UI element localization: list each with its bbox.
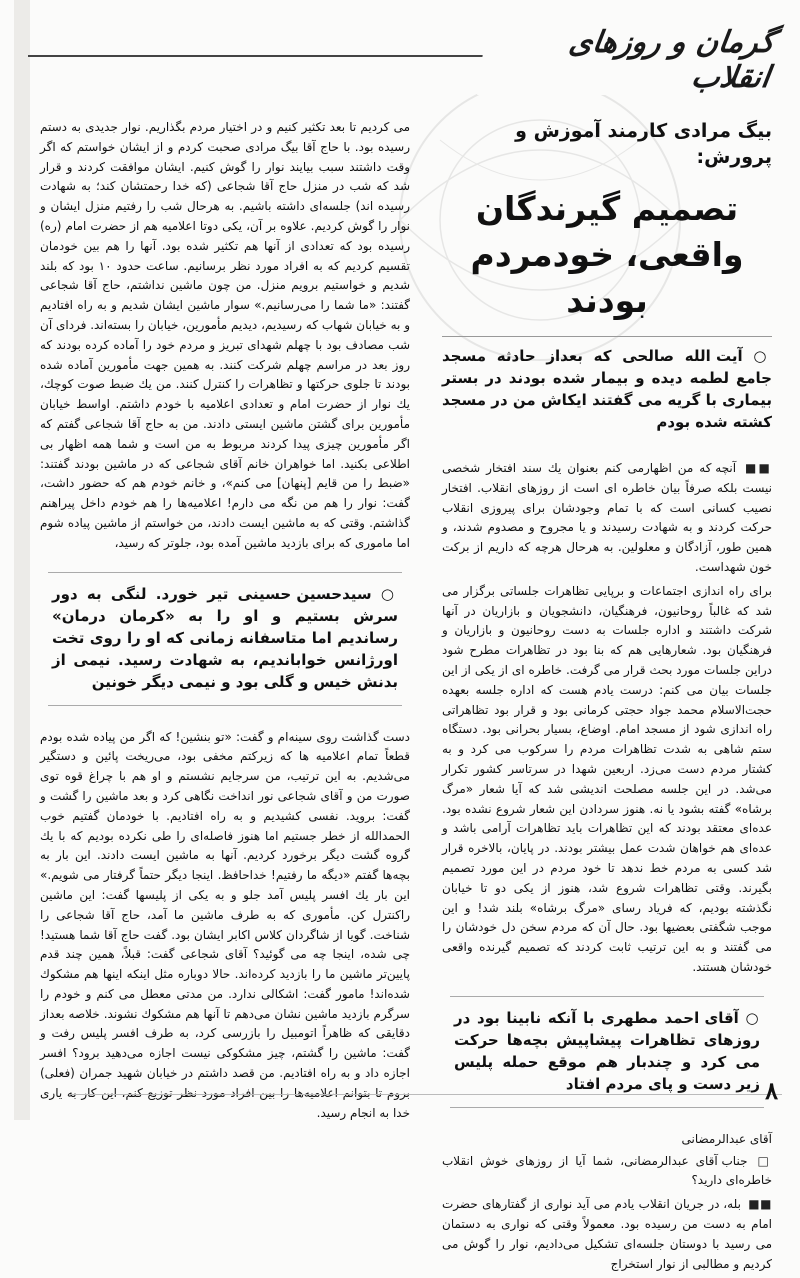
- section-header: [482, 25, 782, 95]
- question-text: جناب آقای عبدالرمضانی، شما آیا از روزهای خوش انقلاب خاطره‌ای دارید؟: [442, 1153, 772, 1188]
- question-square-icon: □: [757, 1153, 773, 1168]
- bullet-circle-icon: ○: [745, 1008, 760, 1027]
- body-paragraph: دست گذاشت روی سینه‌ام و گفت: «تو بنشین! که اگر من پیاده شده بودم قطعاً تمام اعلامیه ها که زیرکتم مخفی بود، می‌ریخت پائین و دستگیر می‌شدیم. به این ترتیب، من سرجایم نشستم و او هم با چراغ قوه توی صورت من و آقای شجاعی نور انداخت نگاهی کرد و بعد ماشین را گشت و گفت: بروید. نفسی کشیدیم و به راه افتادیم. با خودمان گفتیم خوب الحمدالله از خطر جستیم اما هنوز فاصله‌ای را طی نکرده بودیم که با یك گروه گشت دیگر برخورد کردیم. آنها به ماشین ایست دادند. این بار به بچه‌ها گفتم «دیگه ما رفتیم! خداحافظ. اینجا دیگر حتماً گرفتار می شویم.» این بار یك افسر پلیس آمد جلو و به یکی از پلیسها گفت: این ماشین راکنترل کن. مأموری که به طرف ماشین ما آمد، حاج آقا شجاعی را شناخت. گویا از شاگردان کلاس اکابر ایشان بود. گفت حاج آقا شما هستید! چی شده، اینجا چه می گوئید؟ آقای شجاعی گفت: قبلاً، همین چند قدم پایین‌تر ماشین ما را بازدید کرده‌اند. حالا دوباره مثل اینکه اینها هم مشکوك شده‌اند! مامور گفت: اشکالی ندارد. من مدتی معطل می کنم و خودم را سرگرم بازدید ماشین نشان می‌دهم تا آنها هم مشکوك نشوند. خلاصه بعداز دقایقی که ظاهراً اتومبیل را بازرسی کرد، به طرف افسر پلیس رفت و گفت: ماشین را گشتم، چیز مشکوکی نیست اجازه می‌دهید برود؟ افسر اجازه داد و به راه افتادیم. من قصد داشتم در خیابان شهید جمران (فعلی) بروم تا بتوانم اعلامیه‌ها را بین افراد مورد نظر توزیع کنم، این کار به یاری خدا به انجام رسید.: [40, 729, 410, 1120]
- article-headline: تصمیم گیرندگان واقعی، خودمردم بودند: [470, 189, 744, 320]
- interview-question: [442, 1152, 772, 1192]
- body-paragraph: [442, 459, 772, 578]
- bullet-circle-icon: ○: [753, 347, 772, 365]
- paragraph-text: آنچه که من اظهارمی کنم بعنوان یك سند افتخار شخصی نیست بلکه صرفاً بیان خاطره ای است از روزهای انقلاب. افتخار نصیب کسانی است که با تمام وجودشان برای پیروزی انقلاب حرکت کردند و به شهادت رسیدند و یا مجروح و مصدوم شدند، و همین طور، آزادگان و معلولین. به هرحال هرچه که داریم از برکت خون شهداست.: [442, 461, 772, 574]
- paragraph-marker-icon: ■■: [748, 1197, 772, 1212]
- section-title-logo: گرمان و روزهای انقلاب: [477, 25, 787, 95]
- right-column: [442, 118, 772, 1278]
- article-deck: [442, 336, 772, 433]
- answer-text: بله، در جریان انقلاب یادم می آید نوارى از گفتارهای حضرت امام به دست من رسیده بود. معمولاً وقتی که نواری به دستمان می رسید با دوستان جلسه‌ای تشکیل می‌دادیم، نوار را گوش می کردیم و مطالبی از نوار استخراج: [442, 1197, 772, 1271]
- deck-text: آیت الله صالحی که بعداز حادثه مسجد جامع لطمه دیده و بیمار شده بودند در بستر بیماری با گریه می گفتند ایکاش من در مسجد کشته شده بودم: [442, 347, 772, 431]
- pullquote-text: سیدحسین حسینی تیر خورد. لنگی به دور سرش بستیم و او را به «کرمان درمان» رساندیم اما متاسفانه زمانی که او را روی تخت اورژانس خواباندیم، به شهادت رسید. نیمی از بدنش خیس و گلی بود و نیمی دیگر خونین: [52, 584, 398, 691]
- interview-answer: [442, 1195, 772, 1274]
- footer-rule: [70, 1094, 782, 1095]
- pullquote-text: آقای احمد مطهری با آنکه نابینا بود در روزهای تظاهرات پیشاپیش بچه‌ها حرکت می کرد و چندبار هم موقع حمله پلیس زیر دست و پای مردم افتاد: [454, 1008, 760, 1093]
- body-paragraph: برای راه اندازی اجتماعات و برپایی تظاهرات جلساتی برگزار می شد که غالباً روحانیون، فرهنگیان، دانشجویان و بازاریان در آنها شرکت داشتند و اداره جلسات به دست روحانیون و بازاریان و فرهنگیان بود. شعارهایی هم که بنا بود در تظاهرات مطرح شود دراین جلسات مورد بحث قرار می گرفت. خاطره ای از یکی از این جلسات بیان می کنم: درست یادم هست که اداره جلسه بعهده حجت‌الاسلام محمد جواد حجتی کرمانی بود و قرار بود تظاهراتی راه اندازی شود از مسجد امام. اوضاع، بسیار بحرانی بود. دستگاه ستم شاهی به شدت تظاهرات مردم را سرکوب می کرد و به کشتار مردم دست می‌زد. اربعین شهدا در سرتاسر کشور تکرار می‌شد. در این جلسه مصلحت اندیشی شد که آیا شعار «مرگ برشاه» گفته بشود یا نه. هنوز سردادن این شعار شروع نشده بود. عده‌ای معتقد بودند که این تظاهرات باید تظاهرات آرامی باشد و عده‌ای هم خواهان شدت عمل بیشتر بودند. در پایان، بالاخره قرار شد کسی به مردم خط ندهد تا خود مردم در این مورد تصمیم بگیرند. وقتی تظاهرات شروع شد، هنوز از یکی دو تا خیابان نگذشته بودیم، که فریاد رسای «مرگ برشاه» بلند شد! و این موجب شگفتی بعضیها بود. حال آن که مردم سخن دل خودشان را می گفتند و به این ترتیب ثابت کردند که تصمیم گیرنده واقعی خودشان هستند.: [442, 583, 772, 974]
- paragraph-marker-icon: ■■: [745, 461, 772, 475]
- body-paragraph: می کردیم تا بعد تکثیر کنیم و در اختیار مردم بگذاریم. نوار جدیدی به دستم رسیده بود. با حاج آقا بیگ مرادی صحبت کردم و از ایشان خواستم که اگر وقت داشتند سبب بیایند نوار را گوش کنیم. ایشان موافقت کردند و قرار شد که شب در منزل حاج آقا شجاعی (که خدا رحمتشان کند؛ به شهادت رسیده اند) جلسه‌ای داشته باشیم. به هرحال شب را رفتیم منزل ایشان و نوار را گوش کردیم. علاوه بر آن، یکی دوتا اعلامیه هم از حضرت امام (ره) رسیده بود که تعدادی از آنها هم تکثیر شده بود. آنها را هم بین خودمان تقسیم کردیم که به افراد مورد نظر برسانیم. ساعت حدود ۱۰ بود که بلند شدیم و خواستیم برویم منزل. من چون ماشین نداشتم، حاج آقا شجاعی گفتند: «ما شما را می‌رسانیم.» سوار ماشین ایشان شدیم و به راه افتادیم و به خیابان شهاب که رسیدیم، دیدیم مأمورین، خیابان را بسته‌اند. فردای آن شب مصادف بود با چهلم شهدای تبریز و مردم خود را آماده کرده بودند که روز بعد در مراسم چهلم شرکت کنند. به همین جهت مأمورین آماده شده بودند تا جلوی حرکتها و تظاهرات را کنترل کنند. من یك ضبط صوت کوچك، یك نوار از حضرت امام و تعدادی اعلامیه با خودم داشتم. اواسط خیابان مأمورین برای گشتن ماشین ایستی دادند. من به حاج آقا شجاعی گفتم که اگر مأمورین چیزی پیدا کردند مربوط به من است و شما همه اظهار بی اطلاعی بکنید. اما خواهران خانم آقای شجاعی که در ماشین بودند گفتند: «ضبط را من قایم [پنهان] می کنم»، و خانم خودم هم که حضور داشت، گفت: نوار را هم من نگه می دارم! اعلامیه‌ها را هم خودم داخل پیراهنم گذاشتم. وقتی که به ماشین ایست دادند، من خواستم از ماشین پیاده شوم اما ماموری که برای بازدید ماشین آمده بود، جلوتر که رسید،: [40, 120, 410, 550]
- article-kicker: بیگ مرادی کارمند آموزش و پرورش:: [515, 120, 772, 168]
- left-pullquote: [48, 572, 402, 706]
- page-number: ۸: [765, 1076, 778, 1105]
- right-pullquote: [450, 996, 764, 1108]
- left-column: [40, 118, 410, 1127]
- bullet-circle-icon: ○: [380, 584, 398, 603]
- interview-name: آقای عبدالرمضانی: [681, 1131, 772, 1146]
- scan-edge-band: [14, 0, 30, 1120]
